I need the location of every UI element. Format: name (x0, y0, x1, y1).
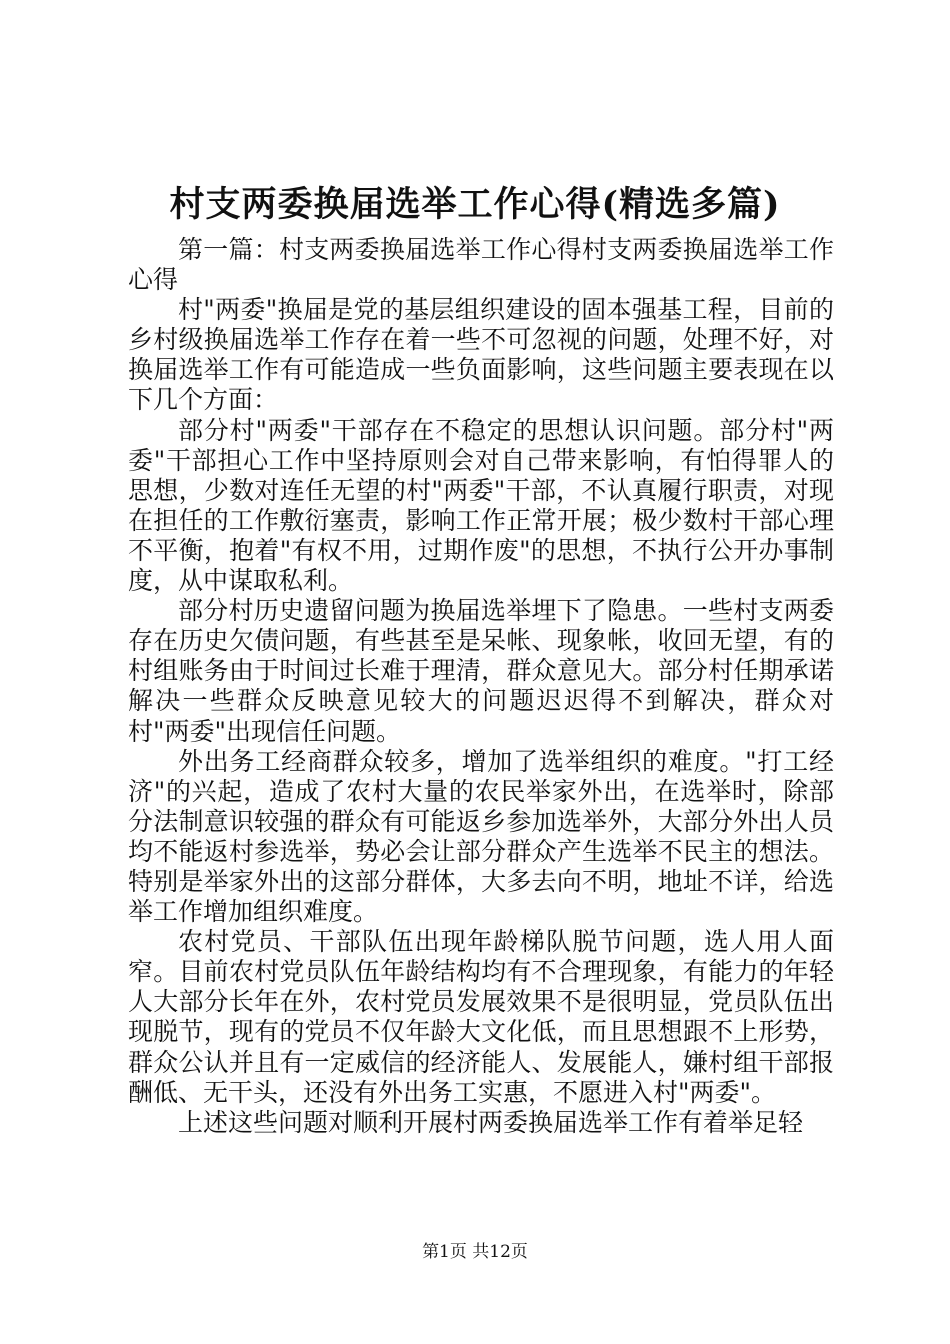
document-title: 村支两委换届选举工作心得(精选多篇) (169, 184, 781, 225)
paragraph: 村"两委"换届是党的基层组织建设的固本强基工程，目前的乡村级换届选举工作存在着一些不可忽视的问题，处理不好，对换届选举工作有可能造成一些负面影响，这些问题主要表现在以下几个方面： (128, 295, 834, 415)
document-body (128, 235, 834, 1138)
paragraph: 部分村历史遗留问题为换届选举埋下了隐患。一些村支两委存在历史欠债问题，有些甚至是呆帐、现象帐，收回无望，有的村组账务由于时间过长难于理清，群众意见大。部分村任期承诺解决一些群众反映意见较大的问题迟迟得不到解决，群众对村"两委"出现信任问题。 (128, 596, 834, 746)
paragraph: 部分村"两委"干部存在不稳定的思想认识问题。部分村"两委"干部担心工作中坚持原则会对自己带来影响，有怕得罪人的思想，少数对连任无望的村"两委"干部，不认真履行职责，对现在担任的工作敷衍塞责，影响工作正常开展；极少数村干部心理不平衡，抱着"有权不用，过期作废"的思想，不执行公开办事制度，从中谋取私利。 (128, 415, 834, 596)
page-number-footer: 第1页 共12页 (422, 1242, 528, 1262)
paragraph: 农村党员、干部队伍出现年龄梯队脱节问题，选人用人面窄。目前农村党员队伍年龄结构均有不合理现象，有能力的年轻人大部分长年在外，农村党员发展效果不是很明显，党员队伍出现脱节，现有的党员不仅年龄大文化低，而且思想跟不上形势，群众公认并且有一定威信的经济能人、发展能人，嫌村组干部报酬低、无干头，还没有外出务工实惠，不愿进入村"两委"。 (128, 927, 834, 1107)
paragraph: 外出务工经商群众较多，增加了选举组织的难度。"打工经济"的兴起，造成了农村大量的农民举家外出，在选举时，除部分法制意识较强的群众有可能返乡参加选举外，大部分外出人员均不能返村参选举，势必会让部分群众产生选举不民主的想法。特别是举家外出的这部分群体，大多去向不明，地址不详，给选举工作增加组织难度。 (128, 746, 834, 927)
paragraph: 第一篇：村支两委换届选举工作心得村支两委换届选举工作心得 (128, 235, 834, 295)
paragraph: 上述这些问题对顺利开展村两委换届选举工作有着举足轻 (178, 1107, 804, 1137)
